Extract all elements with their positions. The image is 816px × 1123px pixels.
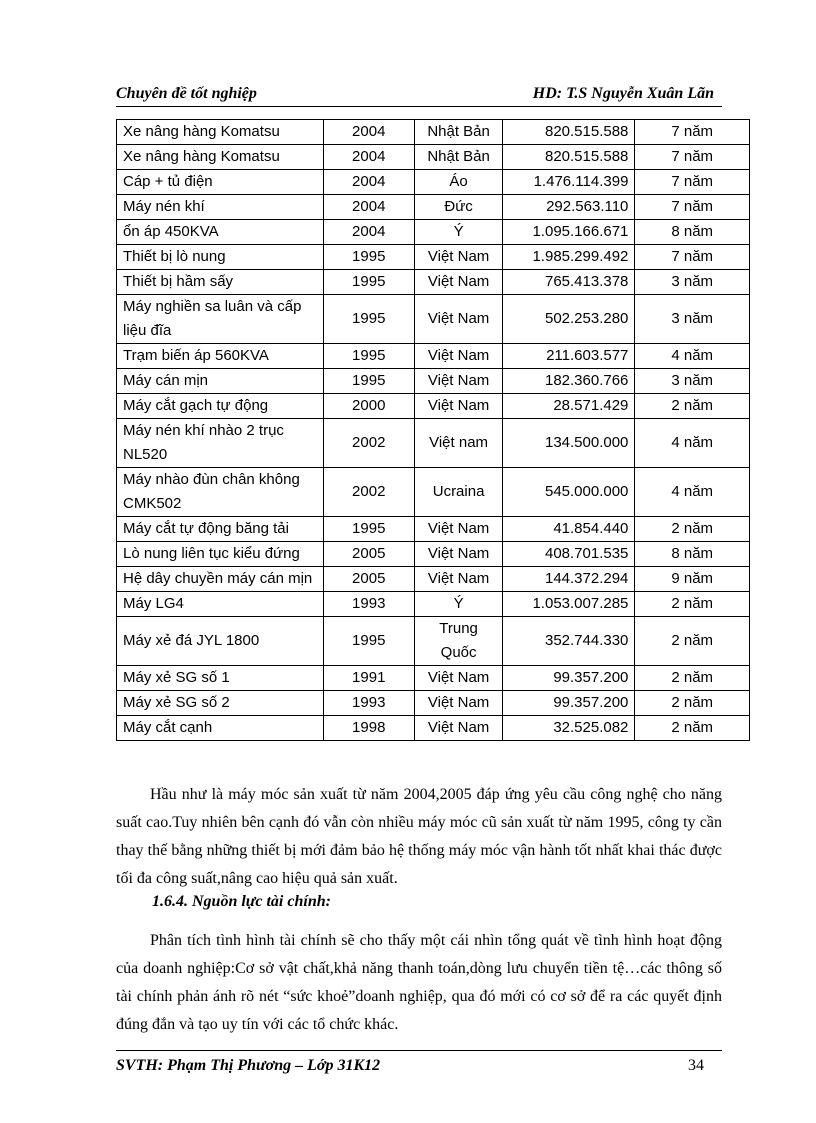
table-row <box>117 716 750 741</box>
useful-life-cell: 2 năm <box>635 691 750 716</box>
value-cell: 292.563.110 <box>503 195 635 220</box>
table-row <box>117 220 750 245</box>
useful-life-cell: 4 năm <box>635 419 750 468</box>
origin-cell: Việt Nam <box>414 542 502 567</box>
year-cell: 1995 <box>323 270 414 295</box>
table-row <box>117 666 750 691</box>
header-title: Chuyên đề tốt nghiệp <box>116 85 257 102</box>
useful-life-cell: 2 năm <box>635 394 750 419</box>
year-cell: 2004 <box>323 170 414 195</box>
useful-life-cell: 7 năm <box>635 145 750 170</box>
table-row <box>117 145 750 170</box>
equipment-table <box>116 119 750 741</box>
value-cell: 144.372.294 <box>503 567 635 592</box>
origin-cell: Việt Nam <box>414 245 502 270</box>
table-row <box>117 344 750 369</box>
table-row <box>117 170 750 195</box>
section-title: 1.6.4. Nguồn lực tài chính: <box>152 893 331 910</box>
useful-life-cell: 7 năm <box>635 120 750 145</box>
value-cell: 28.571.429 <box>503 394 635 419</box>
year-cell: 1995 <box>323 617 414 666</box>
year-cell: 2004 <box>323 145 414 170</box>
year-cell: 1995 <box>323 344 414 369</box>
origin-cell: Việt Nam <box>414 567 502 592</box>
value-cell: 765.413.378 <box>503 270 635 295</box>
useful-life-cell: 4 năm <box>635 468 750 517</box>
year-cell: 2004 <box>323 220 414 245</box>
origin-cell: Việt Nam <box>414 517 502 542</box>
value-cell: 99.357.200 <box>503 666 635 691</box>
origin-cell: Việt nam <box>414 419 502 468</box>
origin-cell: Trung Quốc <box>414 617 502 666</box>
useful-life-cell: 2 năm <box>635 716 750 741</box>
table-row <box>117 419 750 468</box>
year-cell: 2005 <box>323 542 414 567</box>
equipment-name-cell: Máy xẻ đá JYL 1800 <box>117 617 324 666</box>
equipment-name-cell: Máy xẻ SG số 2 <box>117 691 324 716</box>
year-cell: 1995 <box>323 517 414 542</box>
useful-life-cell: 2 năm <box>635 617 750 666</box>
origin-cell: Ý <box>414 220 502 245</box>
equipment-name-cell: Thiết bị hầm sấy <box>117 270 324 295</box>
table-row <box>117 691 750 716</box>
equipment-name-cell: Máy LG4 <box>117 592 324 617</box>
year-cell: 2002 <box>323 468 414 517</box>
value-cell: 182.360.766 <box>503 369 635 394</box>
table-row <box>117 567 750 592</box>
useful-life-cell: 3 năm <box>635 295 750 344</box>
year-cell: 1991 <box>323 666 414 691</box>
year-cell: 1995 <box>323 295 414 344</box>
equipment-name-cell: Lò nung liên tục kiểu đứng <box>117 542 324 567</box>
value-cell: 1.095.166.671 <box>503 220 635 245</box>
useful-life-cell: 4 năm <box>635 344 750 369</box>
equipment-name-cell: Máy cắt tự động băng tải <box>117 517 324 542</box>
value-cell: 134.500.000 <box>503 419 635 468</box>
table-row <box>117 270 750 295</box>
origin-cell: Việt Nam <box>414 369 502 394</box>
paragraph-machinery-summary: Hầu như là máy móc sản xuất từ năm 2004,2005 đáp ứng yêu cầu công nghệ cho năng suất cao.Tuy nhiên bên cạnh đó vẫn còn nhiều máy móc cũ sản xuất từ năm 1995, công ty cần thay thế bằng những thiết bị mới đảm bảo hệ thống máy móc vận hành tốt nhất khai thác được tối đa công suất,nâng cao hiệu quả sản xuất. <box>116 786 722 887</box>
origin-cell: Nhật Bản <box>414 145 502 170</box>
year-cell: 1995 <box>323 245 414 270</box>
table-row <box>117 120 750 145</box>
equipment-name-cell: Xe nâng hàng Komatsu <box>117 120 324 145</box>
value-cell: 1.053.007.285 <box>503 592 635 617</box>
year-cell: 2000 <box>323 394 414 419</box>
value-cell: 99.357.200 <box>503 691 635 716</box>
equipment-name-cell: Máy nghiền sa luân và cấp liệu đĩa <box>117 295 324 344</box>
header-advisor: HD: T.S Nguyễn Xuân Lãn <box>532 85 714 102</box>
value-cell: 820.515.588 <box>503 120 635 145</box>
equipment-name-cell: Máy nén khí <box>117 195 324 220</box>
year-cell: 1993 <box>323 691 414 716</box>
equipment-name-cell: Trạm biến áp 560KVA <box>117 344 324 369</box>
origin-cell: Việt Nam <box>414 666 502 691</box>
year-cell: 1998 <box>323 716 414 741</box>
origin-cell: Áo <box>414 170 502 195</box>
origin-cell: Nhật Bản <box>414 120 502 145</box>
origin-cell: Việt Nam <box>414 270 502 295</box>
origin-cell: Việt Nam <box>414 394 502 419</box>
footer-student: SVTH: Phạm Thị Phương – Lớp 31K12 <box>116 1057 381 1074</box>
useful-life-cell: 3 năm <box>635 369 750 394</box>
table-row <box>117 295 750 344</box>
value-cell: 502.253.280 <box>503 295 635 344</box>
equipment-name-cell: Xe nâng hàng Komatsu <box>117 145 324 170</box>
useful-life-cell: 2 năm <box>635 666 750 691</box>
value-cell: 820.515.588 <box>503 145 635 170</box>
useful-life-cell: 3 năm <box>635 270 750 295</box>
equipment-name-cell: Thiết bị lò nung <box>117 245 324 270</box>
table-row <box>117 592 750 617</box>
equipment-name-cell: Máy cán mịn <box>117 369 324 394</box>
table-row <box>117 617 750 666</box>
useful-life-cell: 8 năm <box>635 220 750 245</box>
year-cell: 1993 <box>323 592 414 617</box>
useful-life-cell: 7 năm <box>635 245 750 270</box>
origin-cell: Đức <box>414 195 502 220</box>
useful-life-cell: 9 năm <box>635 567 750 592</box>
value-cell: 1.476.114.399 <box>503 170 635 195</box>
table-row <box>117 394 750 419</box>
equipment-name-cell: ổn áp 450KVA <box>117 220 324 245</box>
origin-cell: Việt Nam <box>414 716 502 741</box>
year-cell: 2004 <box>323 120 414 145</box>
useful-life-cell: 7 năm <box>635 170 750 195</box>
equipment-name-cell: Máy nén khí nhào 2 trục NL520 <box>117 419 324 468</box>
origin-cell: Việt Nam <box>414 295 502 344</box>
useful-life-cell: 2 năm <box>635 592 750 617</box>
useful-life-cell: 2 năm <box>635 517 750 542</box>
value-cell: 352.744.330 <box>503 617 635 666</box>
origin-cell: Ý <box>414 592 502 617</box>
table-row <box>117 369 750 394</box>
year-cell: 2005 <box>323 567 414 592</box>
page-number: 34 <box>688 1057 704 1074</box>
equipment-name-cell: Máy cắt gạch tự động <box>117 394 324 419</box>
table-row <box>117 468 750 517</box>
year-cell: 1995 <box>323 369 414 394</box>
value-cell: 41.854.440 <box>503 517 635 542</box>
value-cell: 545.000.000 <box>503 468 635 517</box>
equipment-name-cell: Máy nhào đùn chân không CMK502 <box>117 468 324 517</box>
useful-life-cell: 8 năm <box>635 542 750 567</box>
useful-life-cell: 7 năm <box>635 195 750 220</box>
equipment-name-cell: Hệ dây chuyền máy cán mịn <box>117 567 324 592</box>
origin-cell: Việt Nam <box>414 691 502 716</box>
value-cell: 408.701.535 <box>503 542 635 567</box>
year-cell: 2004 <box>323 195 414 220</box>
equipment-name-cell: Cáp + tủ điện <box>117 170 324 195</box>
origin-cell: Ucraina <box>414 468 502 517</box>
table-row <box>117 195 750 220</box>
origin-cell: Việt Nam <box>414 344 502 369</box>
table-row <box>117 542 750 567</box>
table-row <box>117 517 750 542</box>
equipment-name-cell: Máy cắt cạnh <box>117 716 324 741</box>
value-cell: 211.603.577 <box>503 344 635 369</box>
page-footer <box>116 1050 722 1081</box>
paragraph-financial-analysis: Phân tích tình hình tài chính sẽ cho thấy một cái nhìn tổng quát về tình hình hoạt động của doanh nghiệp:Cơ sở vật chất,khả năng thanh toán,dòng lưu chuyển tiền tệ…các thông số tài chính phản ánh rõ nét “sức khoẻ”doanh nghiệp, qua đó mới có cơ sở để ra các quyết định đúng đắn và tạo uy tín với các tổ chức khác. <box>116 932 722 1033</box>
page-header <box>116 82 722 107</box>
value-cell: 1.985.299.492 <box>503 245 635 270</box>
value-cell: 32.525.082 <box>503 716 635 741</box>
equipment-name-cell: Máy xẻ SG số 1 <box>117 666 324 691</box>
year-cell: 2002 <box>323 419 414 468</box>
table-row <box>117 245 750 270</box>
